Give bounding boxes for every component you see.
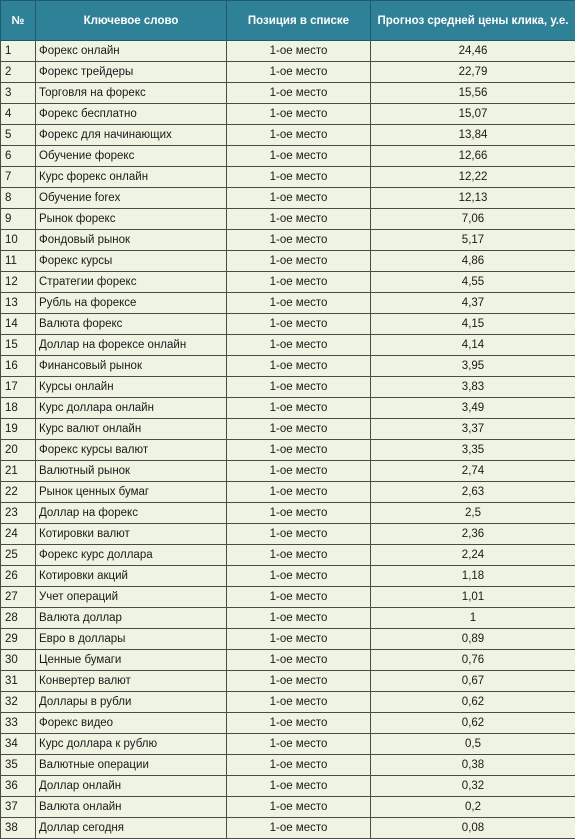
row-keyword: Обучение форекс: [36, 146, 227, 167]
row-number: 28: [1, 608, 36, 629]
row-cpc: 12,22: [371, 167, 575, 188]
row-position: 1-ое место: [227, 41, 371, 62]
row-position: 1-ое место: [227, 314, 371, 335]
table-row: [1, 692, 575, 713]
table-row: [1, 62, 575, 83]
row-position: 1-ое место: [227, 734, 371, 755]
row-cpc: 1,01: [371, 587, 575, 608]
row-cpc: 15,07: [371, 104, 575, 125]
row-cpc: 13,84: [371, 125, 575, 146]
table-row: [1, 146, 575, 167]
table-row: [1, 629, 575, 650]
row-number: 20: [1, 440, 36, 461]
row-keyword: Курс форекс онлайн: [36, 167, 227, 188]
row-cpc: 0,62: [371, 713, 575, 734]
row-position: 1-ое место: [227, 713, 371, 734]
row-keyword: Форекс курс доллара: [36, 545, 227, 566]
row-cpc: 0,2: [371, 797, 575, 818]
table-row: [1, 713, 575, 734]
row-cpc: 24,46: [371, 41, 575, 62]
table-header: [1, 1, 575, 41]
row-number: 22: [1, 482, 36, 503]
table-body: [1, 41, 575, 839]
table-row: [1, 230, 575, 251]
row-keyword: Валюта онлайн: [36, 797, 227, 818]
row-position: 1-ое место: [227, 104, 371, 125]
row-position: 1-ое место: [227, 272, 371, 293]
row-number: 19: [1, 419, 36, 440]
row-number: 5: [1, 125, 36, 146]
row-number: 17: [1, 377, 36, 398]
row-position: 1-ое место: [227, 503, 371, 524]
row-cpc: 2,24: [371, 545, 575, 566]
header-cpc: Прогноз средней цены клика, у.е.: [371, 1, 575, 41]
row-number: 23: [1, 503, 36, 524]
row-cpc: 4,55: [371, 272, 575, 293]
row-cpc: 12,13: [371, 188, 575, 209]
row-keyword: Обучение forex: [36, 188, 227, 209]
table-row: [1, 167, 575, 188]
row-cpc: 15,56: [371, 83, 575, 104]
row-cpc: 7,06: [371, 209, 575, 230]
row-number: 15: [1, 335, 36, 356]
row-position: 1-ое место: [227, 608, 371, 629]
row-position: 1-ое место: [227, 167, 371, 188]
table-row: [1, 608, 575, 629]
row-position: 1-ое место: [227, 545, 371, 566]
row-number: 38: [1, 818, 36, 839]
row-keyword: Доллары в рубли: [36, 692, 227, 713]
row-keyword: Курс доллара к рублю: [36, 734, 227, 755]
row-number: 30: [1, 650, 36, 671]
row-cpc: 4,14: [371, 335, 575, 356]
row-cpc: 0,38: [371, 755, 575, 776]
row-position: 1-ое место: [227, 755, 371, 776]
table-row: [1, 419, 575, 440]
row-number: 10: [1, 230, 36, 251]
row-number: 33: [1, 713, 36, 734]
row-position: 1-ое место: [227, 650, 371, 671]
table-row: [1, 482, 575, 503]
row-number: 12: [1, 272, 36, 293]
row-position: 1-ое место: [227, 62, 371, 83]
row-cpc: 22,79: [371, 62, 575, 83]
row-cpc: 0,76: [371, 650, 575, 671]
table-row: [1, 818, 575, 839]
table-row: [1, 503, 575, 524]
table-row: [1, 650, 575, 671]
table-row: [1, 440, 575, 461]
table-row: [1, 293, 575, 314]
table-row: [1, 272, 575, 293]
row-cpc: 3,83: [371, 377, 575, 398]
row-number: 29: [1, 629, 36, 650]
table-row: [1, 314, 575, 335]
row-keyword: Котировки акций: [36, 566, 227, 587]
row-number: 11: [1, 251, 36, 272]
row-number: 8: [1, 188, 36, 209]
table-row: [1, 545, 575, 566]
row-number: 16: [1, 356, 36, 377]
row-cpc: 2,5: [371, 503, 575, 524]
row-keyword: Доллар онлайн: [36, 776, 227, 797]
row-number: 34: [1, 734, 36, 755]
row-cpc: 0,08: [371, 818, 575, 839]
row-position: 1-ое место: [227, 398, 371, 419]
row-position: 1-ое место: [227, 146, 371, 167]
row-number: 32: [1, 692, 36, 713]
row-position: 1-ое место: [227, 776, 371, 797]
row-cpc: 4,15: [371, 314, 575, 335]
row-keyword: Валютный рынок: [36, 461, 227, 482]
row-cpc: 2,36: [371, 524, 575, 545]
row-cpc: 0,5: [371, 734, 575, 755]
row-number: 7: [1, 167, 36, 188]
row-number: 2: [1, 62, 36, 83]
row-keyword: Стратегии форекс: [36, 272, 227, 293]
row-cpc: 3,37: [371, 419, 575, 440]
table-row: [1, 776, 575, 797]
row-position: 1-ое место: [227, 818, 371, 839]
table-row: [1, 524, 575, 545]
row-number: 18: [1, 398, 36, 419]
row-cpc: 0,32: [371, 776, 575, 797]
row-keyword: Котировки валют: [36, 524, 227, 545]
row-number: 36: [1, 776, 36, 797]
row-number: 27: [1, 587, 36, 608]
row-keyword: Форекс онлайн: [36, 41, 227, 62]
header-number: №: [1, 1, 36, 41]
row-number: 26: [1, 566, 36, 587]
table-row: [1, 734, 575, 755]
row-keyword: Курс валют онлайн: [36, 419, 227, 440]
row-keyword: Форекс для начинающих: [36, 125, 227, 146]
row-position: 1-ое место: [227, 461, 371, 482]
table-row: [1, 188, 575, 209]
table-row: [1, 398, 575, 419]
row-keyword: Учет операций: [36, 587, 227, 608]
row-keyword: Форекс бесплатно: [36, 104, 227, 125]
table-row: [1, 335, 575, 356]
row-cpc: 3,49: [371, 398, 575, 419]
row-keyword: Фондовый рынок: [36, 230, 227, 251]
row-position: 1-ое место: [227, 83, 371, 104]
row-number: 9: [1, 209, 36, 230]
row-cpc: 3,95: [371, 356, 575, 377]
row-keyword: Евро в доллары: [36, 629, 227, 650]
row-keyword: Доллар сегодня: [36, 818, 227, 839]
row-keyword: Финансовый рынок: [36, 356, 227, 377]
row-number: 13: [1, 293, 36, 314]
row-position: 1-ое место: [227, 440, 371, 461]
row-position: 1-ое место: [227, 356, 371, 377]
row-cpc: 3,35: [371, 440, 575, 461]
row-position: 1-ое место: [227, 482, 371, 503]
table-row: [1, 671, 575, 692]
row-keyword: Валюта доллар: [36, 608, 227, 629]
row-position: 1-ое место: [227, 251, 371, 272]
row-position: 1-ое место: [227, 125, 371, 146]
row-keyword: Рынок ценных бумаг: [36, 482, 227, 503]
row-cpc: 2,63: [371, 482, 575, 503]
row-number: 6: [1, 146, 36, 167]
row-keyword: Торговля на форекс: [36, 83, 227, 104]
row-position: 1-ое место: [227, 377, 371, 398]
row-position: 1-ое место: [227, 419, 371, 440]
row-cpc: 0,62: [371, 692, 575, 713]
row-keyword: Валюта форекс: [36, 314, 227, 335]
table-row: [1, 566, 575, 587]
header-keyword: Ключевое слово: [36, 1, 227, 41]
row-number: 14: [1, 314, 36, 335]
row-position: 1-ое место: [227, 671, 371, 692]
row-keyword: Конвертер валют: [36, 671, 227, 692]
table-row: [1, 83, 575, 104]
row-position: 1-ое место: [227, 692, 371, 713]
row-keyword: Валютные операции: [36, 755, 227, 776]
row-position: 1-ое место: [227, 209, 371, 230]
row-keyword: Доллар на форекс: [36, 503, 227, 524]
row-keyword: Форекс трейдеры: [36, 62, 227, 83]
table-row: [1, 251, 575, 272]
row-number: 3: [1, 83, 36, 104]
row-number: 35: [1, 755, 36, 776]
row-position: 1-ое место: [227, 587, 371, 608]
row-keyword: Форекс курсы: [36, 251, 227, 272]
row-keyword: Форекс курсы валют: [36, 440, 227, 461]
row-position: 1-ое место: [227, 566, 371, 587]
row-position: 1-ое место: [227, 524, 371, 545]
header-position: Позиция в списке: [227, 1, 371, 41]
table-row: [1, 797, 575, 818]
row-number: 25: [1, 545, 36, 566]
row-keyword: Курсы онлайн: [36, 377, 227, 398]
row-keyword: Рубль на форексе: [36, 293, 227, 314]
row-position: 1-ое место: [227, 797, 371, 818]
row-number: 31: [1, 671, 36, 692]
table-row: [1, 41, 575, 62]
row-number: 21: [1, 461, 36, 482]
header-row: [1, 1, 575, 41]
row-cpc: 0,67: [371, 671, 575, 692]
row-keyword: Рынок форекс: [36, 209, 227, 230]
row-position: 1-ое место: [227, 335, 371, 356]
row-position: 1-ое место: [227, 188, 371, 209]
table-row: [1, 461, 575, 482]
row-position: 1-ое место: [227, 230, 371, 251]
row-number: 37: [1, 797, 36, 818]
table-row: [1, 377, 575, 398]
table-row: [1, 755, 575, 776]
row-keyword: Курс доллара онлайн: [36, 398, 227, 419]
table-row: [1, 104, 575, 125]
row-keyword: Доллар на форексе онлайн: [36, 335, 227, 356]
table-row: [1, 356, 575, 377]
row-keyword: Ценные бумаги: [36, 650, 227, 671]
row-number: 24: [1, 524, 36, 545]
row-cpc: 0,89: [371, 629, 575, 650]
row-cpc: 12,66: [371, 146, 575, 167]
row-keyword: Форекс видео: [36, 713, 227, 734]
row-cpc: 1: [371, 608, 575, 629]
row-position: 1-ое место: [227, 629, 371, 650]
table-row: [1, 125, 575, 146]
row-cpc: 4,37: [371, 293, 575, 314]
row-number: 4: [1, 104, 36, 125]
row-position: 1-ое место: [227, 293, 371, 314]
row-number: 1: [1, 41, 36, 62]
row-cpc: 4,86: [371, 251, 575, 272]
table-row: [1, 587, 575, 608]
row-cpc: 1,18: [371, 566, 575, 587]
row-cpc: 2,74: [371, 461, 575, 482]
table-row: [1, 209, 575, 230]
row-cpc: 5,17: [371, 230, 575, 251]
